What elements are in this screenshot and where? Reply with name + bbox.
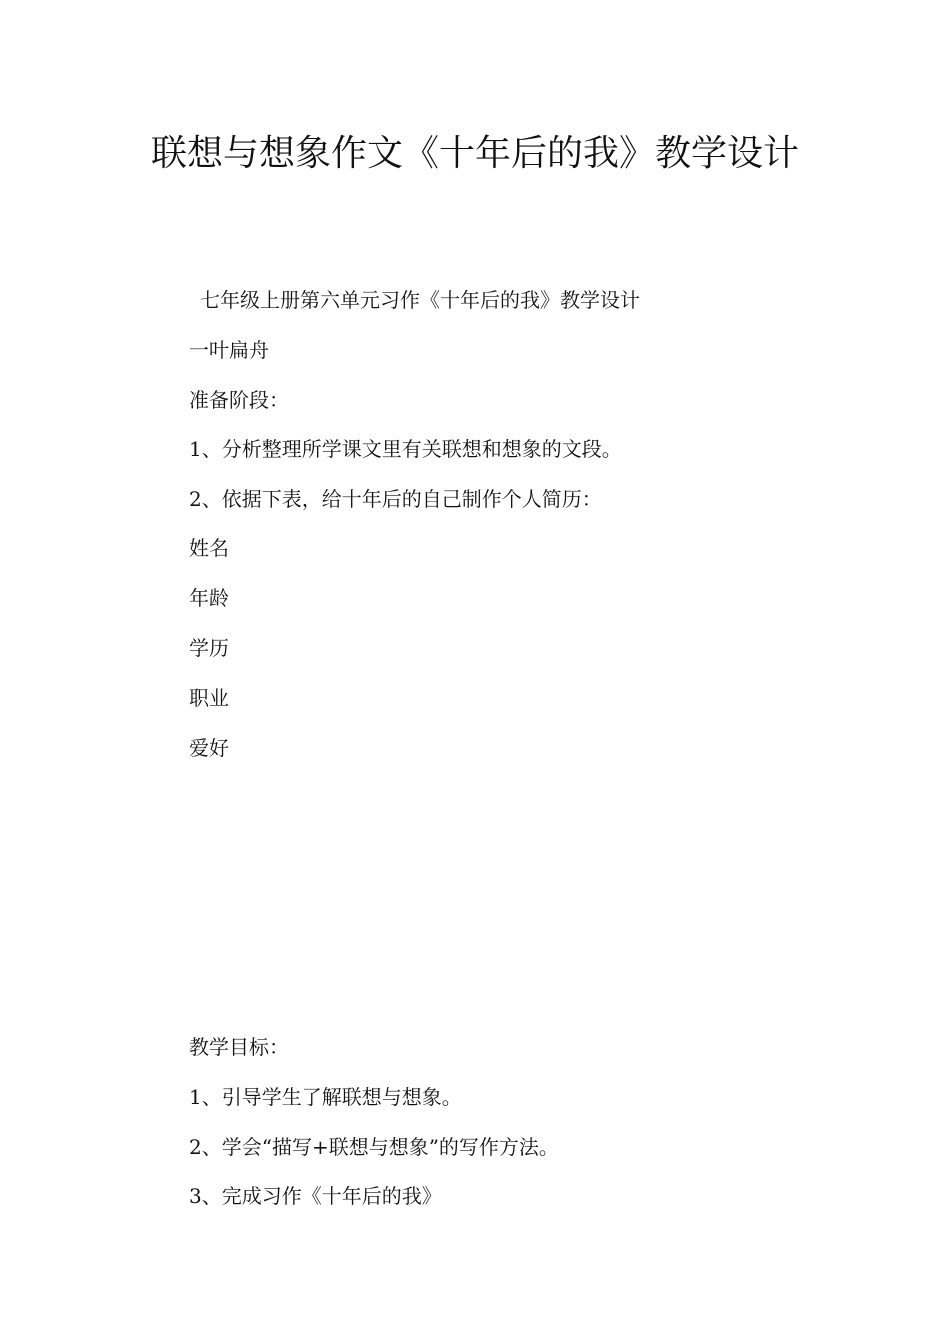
resume-field-education: 学历 <box>189 636 229 660</box>
document-title: 联想与想象作文《十年后的我》教学设计 <box>150 133 799 174</box>
prep-item: 2、依据下表，给十年后的自己制作个人简历： <box>189 487 602 511</box>
goal-item: 1、引导学生了解联想与想象。 <box>189 1085 462 1109</box>
prep-heading: 准备阶段： <box>189 388 289 412</box>
author-name: 一叶扁舟 <box>189 338 269 362</box>
goal-item: 2、学会“描写+联想与想象”的写作方法。 <box>189 1135 559 1159</box>
goals-heading: 教学目标： <box>189 1035 289 1059</box>
resume-field-name: 姓名 <box>189 536 229 560</box>
goal-item: 3、完成习作《十年后的我》 <box>189 1184 442 1208</box>
document-subtitle: 七年级上册第六单元习作《十年后的我》教学设计 <box>200 288 640 312</box>
resume-field-age: 年龄 <box>189 586 229 610</box>
resume-field-occupation: 职业 <box>189 686 229 710</box>
prep-item: 1、分析整理所学课文里有关联想和想象的文段。 <box>189 437 622 461</box>
resume-field-hobbies: 爱好 <box>189 736 229 760</box>
